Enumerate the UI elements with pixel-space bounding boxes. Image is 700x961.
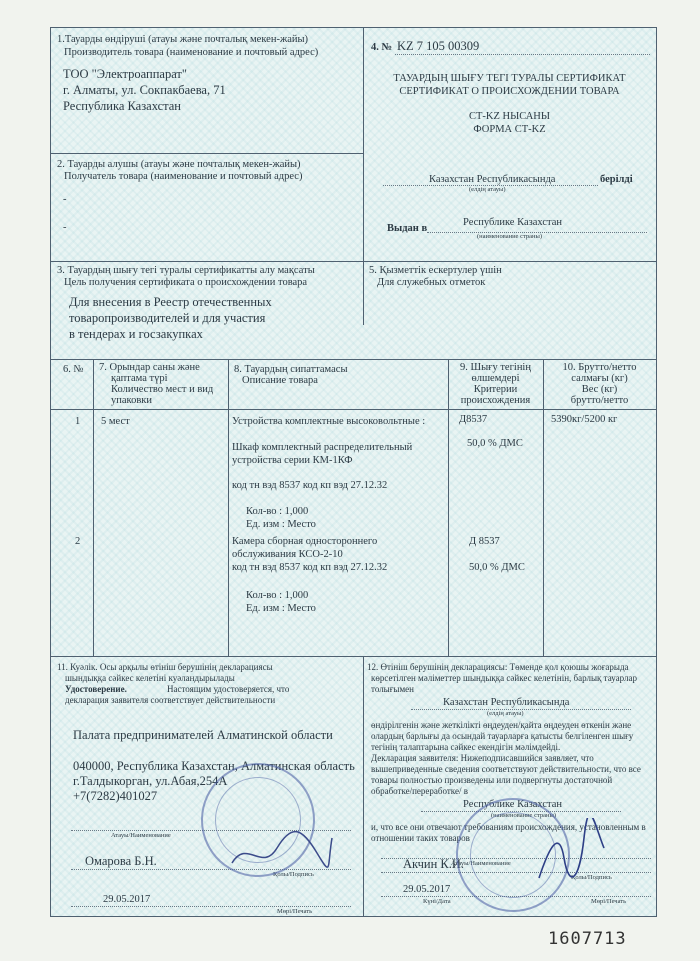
item-2-quantity: Кол-во : 1,000 [246,590,309,601]
box12-line-6: тегінің талаптарына сәйкес екендігін мәлімдейді. [371,742,561,752]
chamber-address-1: 040000, Республика Казахстан, Алматинская область [73,759,355,773]
col-9-header-3: Критерии [473,384,518,395]
box12-name-hint: Атауы/Наименование [451,860,511,867]
producer-country: Республика Казахстан [63,99,181,113]
col-10-header-4: брутто/нетто [570,395,629,406]
issued-country-kz: Казахстан Республикасында [429,174,556,185]
box11-line-2: шындыққа сәйкес келетіні куәландырылады [65,673,235,683]
box11-sign-hint: Қолы/Подпись [273,871,314,878]
box12-line-9: товары полностью произведены или подвергнуты достаточной [371,775,613,785]
col-10-header-3: Вес (кг) [581,384,618,395]
box12-line-3: толығымен [371,684,414,694]
box12-country-hint: (елдің атауы) [487,710,524,717]
box5-heading-ru: Для служебных отметок [377,277,486,288]
form-serial-number: 1607713 [548,929,627,949]
col-7-header-4: упаковки [111,395,153,406]
box12-line-7: Декларация заявителя: Нижеподписавшийся заявляет, что [371,753,594,763]
box12-line-4: өндірілгенін және жеткілікті өңдеуден/қайта өңдеуден өткенін және [371,720,632,730]
item-1-quantity: Кол-во : 1,000 [246,506,309,517]
col-9-header-1: 9. Шығу тегінің [460,362,531,373]
box3-heading-kz: 3. Тауардың шығу тегі туралы сертификатты алу мақсаты [57,265,315,276]
applicant-date: 29.05.2017 [403,884,451,895]
applicant-signer: Акчин К.И. [403,857,465,871]
certificate-number: KZ 7 105 00309 [397,39,480,53]
producer-name: ТОО "Электроаппарат" [63,67,187,81]
producer-address: г. Алматы, ул. Сокпакбаева, 71 [63,83,226,97]
chamber-address-2: г.Талдыкорган, ул.Абая,254А [73,774,228,788]
certificate-form [50,27,657,917]
purpose-line-1: Для внесения в Реестр отечественных [69,295,272,309]
box11-line-3a: Удостоверение. [65,684,127,694]
box2-heading-kz: 2. Тауарды алушы (атауы және почталық мекен-жайы) [57,159,301,170]
col-10-header-1: 10. Брутто/нетто [562,362,637,373]
item-1-name-1: Шкаф комплектный распределительный [232,442,413,453]
box12-line-8: вышеприведенные сведения соответствуют действительности, что все [371,764,641,774]
criterion-1-percent: 50,0 % ДМС [467,438,523,449]
col-6-header: 6. № [63,364,84,375]
description-intro: Устройства комплектные высоковольтные : [232,416,426,427]
box12-line-11: и, что все они отвечают требованиям происхождения, установленным в [371,822,646,832]
box5-heading-kz: 5. Қызметтік ескертулер үшін [369,265,502,276]
box1-heading-kz: 1.Тауарды өндіруші (атауы және почталық мекен-жайы) [57,34,309,45]
box11-name-hint: Атауы/Наименование [111,832,171,839]
box12-country-2-hint: (наименование страны) [491,812,557,819]
item-2-name-2: обслуживания КСО-2-10 [232,549,343,560]
box2-heading-ru: Получатель товара (наименование и почтовый адрес) [64,171,303,182]
item-2-unit: Ед. изм : Место [246,603,316,614]
box12-country-2: Республике Казахстан [463,799,563,810]
issued-country-ru: Республике Казахстан [463,217,563,228]
box11-line-3b: Настоящим удостоверяется, что [167,684,290,694]
col-10-header-2: салмағы (кг) [571,373,628,384]
form-kz: СТ-KZ НЫСАНЫ [468,111,551,122]
col-9-header-4: происхождения [460,395,531,406]
box12-line-12: отношении таких товаров [371,833,470,843]
box12-sign-hint: Қолы/Подпись [571,874,612,881]
box12-line-1: 12. Өтініш берушінің декларациясы: Төменде қол қоюшы жоғарыда [367,662,629,672]
title-kz: ТАУАРДЫҢ ШЫҒУ ТЕГІ ТУРАЛЫ СЕРТИФИКАТ [393,73,626,84]
box12-country: Казахстан Республикасында [443,697,570,708]
item-1-name-2: устройства серии КМ-1КФ [232,455,353,466]
row-2-number: 2 [75,536,81,547]
box12-line-10: обработке/переработке/ в [371,786,468,796]
title-ru: СЕРТИФИКАТ О ПРОИСХОЖДЕНИИ ТОВАРА [399,86,620,97]
box12-date-hint: Күні/Дата [423,898,451,905]
row-1-places: 5 мест [101,416,130,427]
purpose-line-3: в тендерах и госзакупках [69,327,203,341]
certificate-number-label: 4. № [371,42,393,53]
col-9-header-2: өлшемдері [471,373,520,384]
box11-seal-hint: Мөрі/Печать [277,908,313,915]
col-8-header-1: 8. Тауардың сипаттамасы [234,364,348,375]
item-2-code: код тн вэд 8537 код кп вэд 27.12.32 [232,562,388,573]
box11-line-1: 11. Куәлік. Осы арқылы өтініш берушінің декларациясы [57,662,273,672]
row-1-weight: 5390кг/5200 кг [551,414,618,425]
item-2-name-1: Камера сборная одностороннего [232,536,378,547]
box12-line-5: олардың барлығы да осындай тауарларға қатысты белгіленген шығу [371,731,634,741]
issued-hint-ru: (наименование страны) [477,233,543,240]
chamber-signature [227,818,337,878]
criterion-1-code: Д8537 [459,414,488,425]
issued-in-label: Выдан в [387,223,428,234]
col-7-header-3: Количество мест и вид [111,384,214,395]
box3-heading-ru: Цель получения сертификата о происхождении товара [64,277,308,288]
criterion-2-code: Д 8537 [469,536,500,547]
chamber-date: 29.05.2017 [103,894,151,905]
chamber-name: Палата предпринимателей Алматинской области [73,728,333,742]
recipient-line-1: - [63,194,67,205]
item-1-code: код тн вэд 8537 код кп вэд 27.12.32 [232,480,388,491]
criterion-2-percent: 50,0 % ДМС [469,562,525,573]
form-ru: ФОРМА СТ-KZ [473,124,546,135]
col-7-header-2: қаптама түрі [111,373,168,384]
box12-line-2: көрсетілген мәліметтер шындыққа сәйкес келетінін, барлық тауарлар [371,673,637,683]
item-1-unit: Ед. изм : Место [246,519,316,530]
box12-seal-hint: Мөрі/Печать [591,898,627,905]
applicant-signature [529,818,609,888]
box11-line-4: декларация заявителя соответствует действительности [65,695,276,705]
purpose-line-2: товаропроизводителей и для участия [69,311,266,325]
recipient-line-2: - [63,222,67,233]
chamber-signer: Омарова Б.Н. [85,854,157,868]
country-hint-kz: (елдің атауы) [469,186,506,193]
box1-heading-ru: Производитель товара (наименование и почтовый адрес) [64,47,319,58]
chamber-phone: +7(7282)401027 [73,789,158,803]
col-7-header-1: 7. Орындар саны және [99,362,200,373]
berildi-label: берілді [600,174,633,185]
col-8-header-2: Описание товара [242,375,318,386]
row-1-number: 1 [75,416,81,427]
